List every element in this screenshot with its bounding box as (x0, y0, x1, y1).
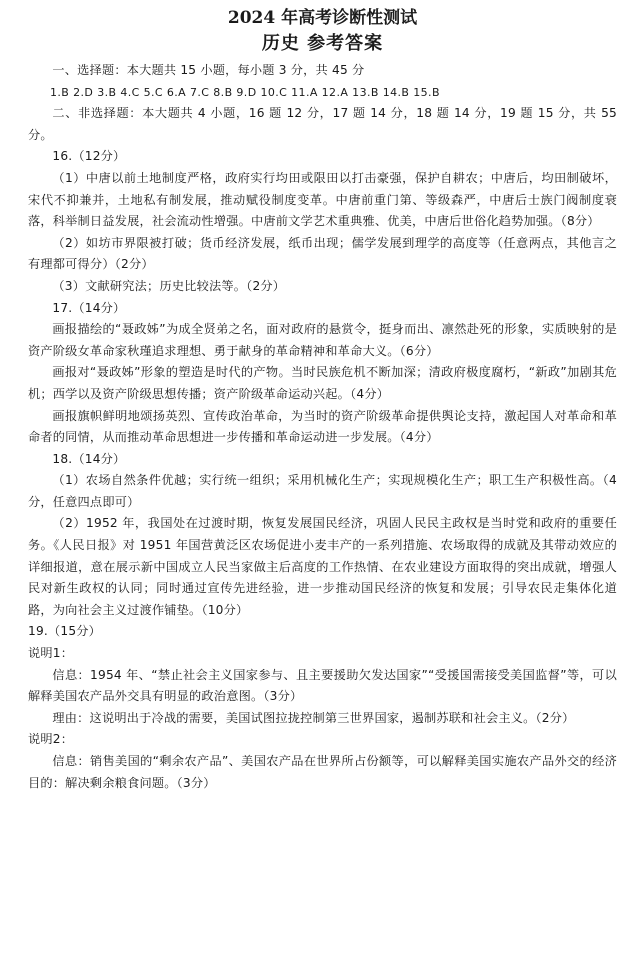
q18-label: 18.（14分） (52, 451, 126, 466)
q19-explanation1-info: 信息：1954 年、“禁止社会主义国家参与、且主要援助欠发达国家”“受援国需接受美国监督”等，可以解释美国农产品外交具有明显的政治意图。（3分） (28, 667, 617, 704)
q18-part2: （2）1952 年，我国处在过渡时期，恢复发展国民经济，巩固人民民主政权是当时党和政府的重要任务。《人民日报》对 1951 年国营黄泛区农场促进小麦丰产的一系列措施、农场取得的成就及其带动效应的详细报道，意在展示新中国成立人民当家做主后高度的工作热情、在农业建设方面取得的突出成就，增强人民对新生政权的认同；同时通过宣传先进经验，进一步推动国民经济的恢复和发展；引导农民走集体化道路，为向社会主义过渡作铺垫。（10分） (28, 516, 617, 617)
page-subtitle: 历史 参考答案 (261, 33, 384, 54)
section1-answers: 1.B 2.D 3.B 4.C 5.C 6.A 7.C 8.B 9.D 10.C 11.A 12.A 13.B 14.B 15.B (50, 85, 440, 99)
section2-heading: 二、非选择题：本大题共 4 小题，16 题 12 分，17 题 14 分，18 题 14 分，19 题 15 分，共 55 分。 (28, 106, 617, 142)
q17-para2: 画报对“聂政姊”形象的塑造是时代的产物。当时民族危机不断加深；清政府极度腐朽，“新政”加剧其危机；西学以及资产阶级思想传播；资产阶级革命运动兴起。（4分） (28, 365, 617, 401)
q19-explanation2-label: 说明2： (28, 732, 74, 747)
page-title: 2024 年高考诊断性测试 (227, 8, 418, 28)
q19-label: 19.（15分） (28, 624, 102, 639)
q17-para3: 画报旗帜鲜明地颂扬英烈、宣传政治革命，为当时的资产阶级革命提供舆论支持，激起国人对革命和革命者的同情，从而推动革命思想进一步传播和革命运动进一步发展。（4分） (28, 408, 617, 445)
q18-part1: （1）农场自然条件优越；实行统一组织；采用机械化生产；实现规模化生产；职工生产积极性高。（4分，任意四点即可） (28, 473, 617, 509)
q16-part3: （3）文献研究法；历史比较法等。（2分） (52, 278, 286, 293)
q16-label: 16.（12分） (52, 149, 126, 164)
q19-explanation1-label: 说明1： (28, 646, 74, 661)
section1-heading: 一、选择题：本大题共 15 小题，每小题 3 分，共 45 分 (52, 63, 365, 77)
q16-part2: （2）如坊市界限被打破；货币经济发展，纸币出现；儒学发展到理学的高度等（任意两点，其他言之有理都可得分）（2分） (28, 235, 617, 272)
q17-para1: 画报描绘的“聂政姊”为成全贤弟之名，面对政府的悬赏令，挺身而出、凛然赴死的形象，实质映射的是资产阶级女革命家秋瑾追求理想、勇于献身的革命精神和革命大义。（6分） (28, 322, 617, 358)
q19-explanation1-reason: 理由：这说明出于冷战的需要，美国试图拉拢控制第三世界国家，遏制苏联和社会主义。（2分） (52, 710, 575, 725)
q19-explanation2-info: 信息：销售美国的“剩余农产品”、美国农产品在世界所占份额等，可以解释美国实施农产品外交的经济目的：解决剩余粮食问题。（3分） (28, 754, 617, 790)
q16-part1: （1）中唐以前土地制度严格，政府实行均田或限田以打击豪强，保护自耕农；中唐后，均田制破坏，宋代不抑兼并，土地私有制发展，推动赋役制度变革。中唐前重门第、等级森严，中唐后士族门阀制度衰落，科举制日益发展，社会流动性增强。中唐前文学艺术重典雅、优美，中唐后世俗化趋势加强。（8分） (28, 170, 617, 229)
q17-label: 17.（14分） (52, 300, 126, 315)
